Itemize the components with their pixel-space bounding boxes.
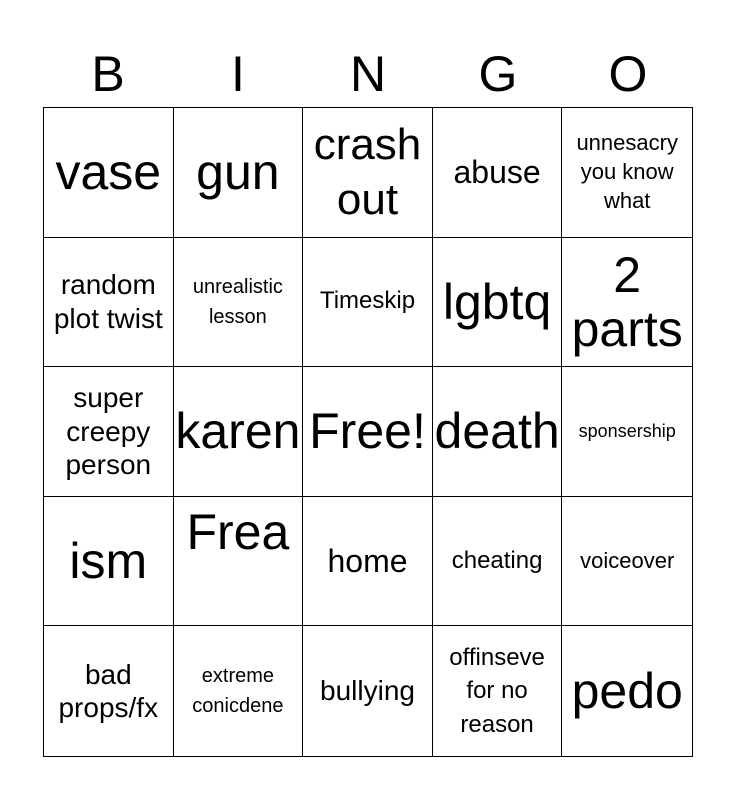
- bingo-cell-r3c1[interactable]: [44, 367, 174, 497]
- cell-text: offinseve for no reason: [449, 643, 545, 738]
- bingo-cell-r5c4[interactable]: [433, 626, 563, 756]
- cell-text: Free!: [309, 403, 426, 460]
- bingo-cell-r5c1[interactable]: [44, 626, 174, 756]
- bingo-cell-r4c4[interactable]: [433, 497, 563, 627]
- cell-text: home: [327, 542, 408, 579]
- cell-text: sponsership: [578, 420, 676, 441]
- bingo-cell-r2c3[interactable]: [303, 238, 433, 368]
- bingo-cell-r2c4[interactable]: [433, 238, 563, 368]
- cell-text: unrealistic lesson: [192, 275, 283, 328]
- cell-text: random plot twist: [53, 269, 163, 334]
- cell-text: pedo: [571, 663, 683, 720]
- bingo-cell-r1c5[interactable]: [562, 108, 692, 238]
- header-letter-o: O: [608, 46, 648, 102]
- bingo-cell-r5c3[interactable]: [303, 626, 433, 756]
- bingo-cell-r4c5[interactable]: [562, 497, 692, 627]
- cell-text: vase: [55, 144, 162, 201]
- header-letter-n: N: [349, 46, 387, 102]
- cell-text: lgbtq: [442, 273, 552, 330]
- bingo-cell-r3c3[interactable]: [303, 367, 433, 497]
- cell-text: unnesacry you know what: [576, 130, 678, 213]
- bingo-cell-r5c5[interactable]: [562, 626, 692, 756]
- cell-text: extreme conicdene: [192, 665, 284, 718]
- header-letter-g: G: [478, 46, 518, 102]
- bingo-header: [43, 40, 693, 108]
- header-letter-i: I: [231, 46, 245, 102]
- cell-text: super creepy person: [65, 382, 152, 481]
- bingo-cell-r3c4[interactable]: [433, 367, 563, 497]
- cell-text: cheating: [451, 546, 543, 574]
- bingo-cell-r2c2[interactable]: [174, 238, 304, 368]
- bingo-cell-r4c2[interactable]: [174, 497, 304, 627]
- bingo-cell-r1c3[interactable]: [303, 108, 433, 238]
- bingo-cell-r2c5[interactable]: [562, 238, 692, 368]
- bingo-cell-r3c5[interactable]: [562, 367, 692, 497]
- cell-text: Timeskip: [319, 287, 416, 315]
- cell-text: karen: [175, 403, 301, 460]
- bingo-cell-r1c4[interactable]: [433, 108, 563, 238]
- cell-text: death: [434, 403, 560, 460]
- bingo-cell-r4c3[interactable]: [303, 497, 433, 627]
- bingo-cell-r2c1[interactable]: [44, 238, 174, 368]
- cell-text: bad props/fx: [58, 658, 159, 724]
- bingo-cell-r5c2[interactable]: [174, 626, 304, 756]
- cell-text: abuse: [453, 154, 541, 191]
- cell-text: 2 parts: [571, 246, 683, 357]
- bingo-cell-r1c2[interactable]: [174, 108, 304, 238]
- bingo-cell-r3c2[interactable]: [174, 367, 304, 497]
- cell-text: ism: [69, 533, 148, 590]
- bingo-cell-r1c1[interactable]: [44, 108, 174, 238]
- cell-text: crash out: [313, 120, 422, 225]
- cell-text: Frea: [186, 503, 290, 560]
- cell-text: gun: [196, 144, 280, 201]
- bingo-cell-r4c1[interactable]: [44, 497, 174, 627]
- cell-text: bullying: [320, 675, 415, 707]
- cell-text: voiceover: [580, 547, 675, 573]
- bingo-grid: [43, 107, 693, 757]
- header-letter-b: B: [91, 46, 125, 102]
